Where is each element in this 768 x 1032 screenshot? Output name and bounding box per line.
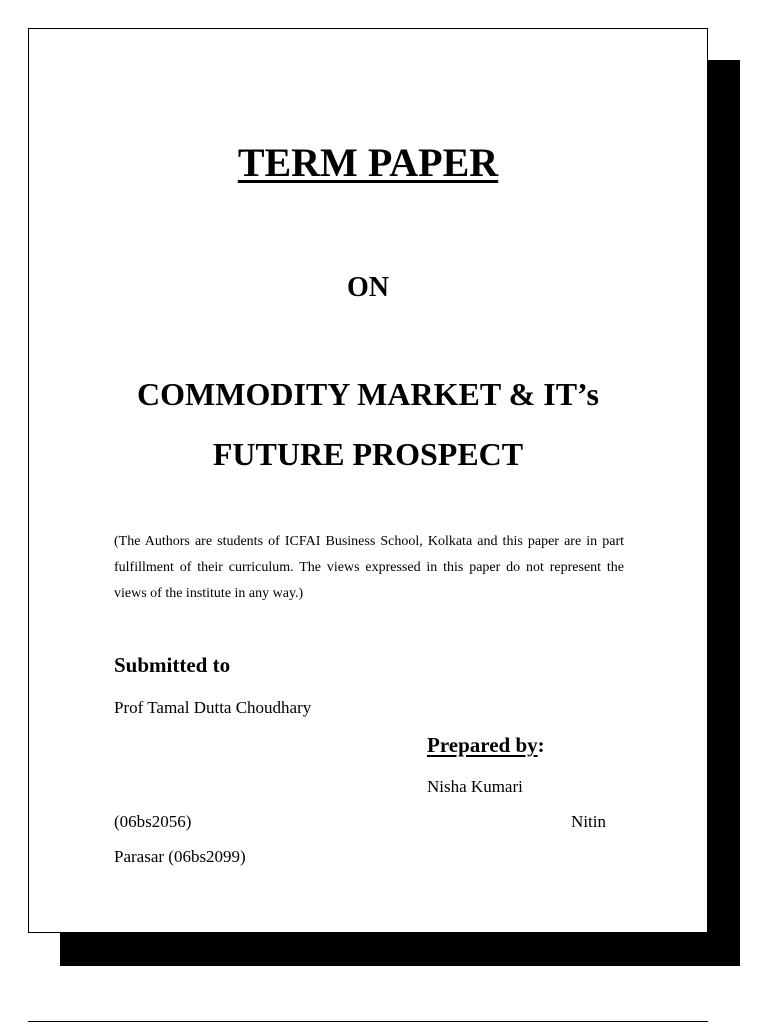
on-label: ON: [347, 272, 389, 303]
professor-name: Prof Tamal Dutta Choudhary: [114, 698, 312, 717]
authors-note: (The Authors are students of ICFAI Business School, Kolkata and this paper are in part fulfillment of their curriculum. The views expressed in this paper do not represent the views of the institute in any way.): [114, 534, 624, 601]
document-page: [28, 28, 708, 933]
author-line: [114, 812, 606, 832]
paper-topic: [29, 364, 707, 484]
topic-line-2: FUTURE PROSPECT: [212, 436, 524, 472]
next-page-edge: [28, 1021, 708, 1032]
submitted-to-heading: Submitted to: [114, 653, 231, 677]
prepared-by-label: Prepared by: [427, 733, 538, 757]
document-title: TERM PAPER: [237, 140, 499, 185]
prepared-by-colon: :: [537, 733, 545, 757]
prepared-by-heading: [427, 733, 545, 758]
author-1-name: Nisha Kumari: [427, 777, 523, 796]
author-2-rest: Parasar (06bs2099): [114, 847, 246, 866]
author-1-id: (06bs2056): [114, 812, 192, 831]
topic-line-1: COMMODITY MARKET & IT’s: [137, 376, 599, 412]
author-2-first-name: Nitin: [571, 812, 606, 831]
